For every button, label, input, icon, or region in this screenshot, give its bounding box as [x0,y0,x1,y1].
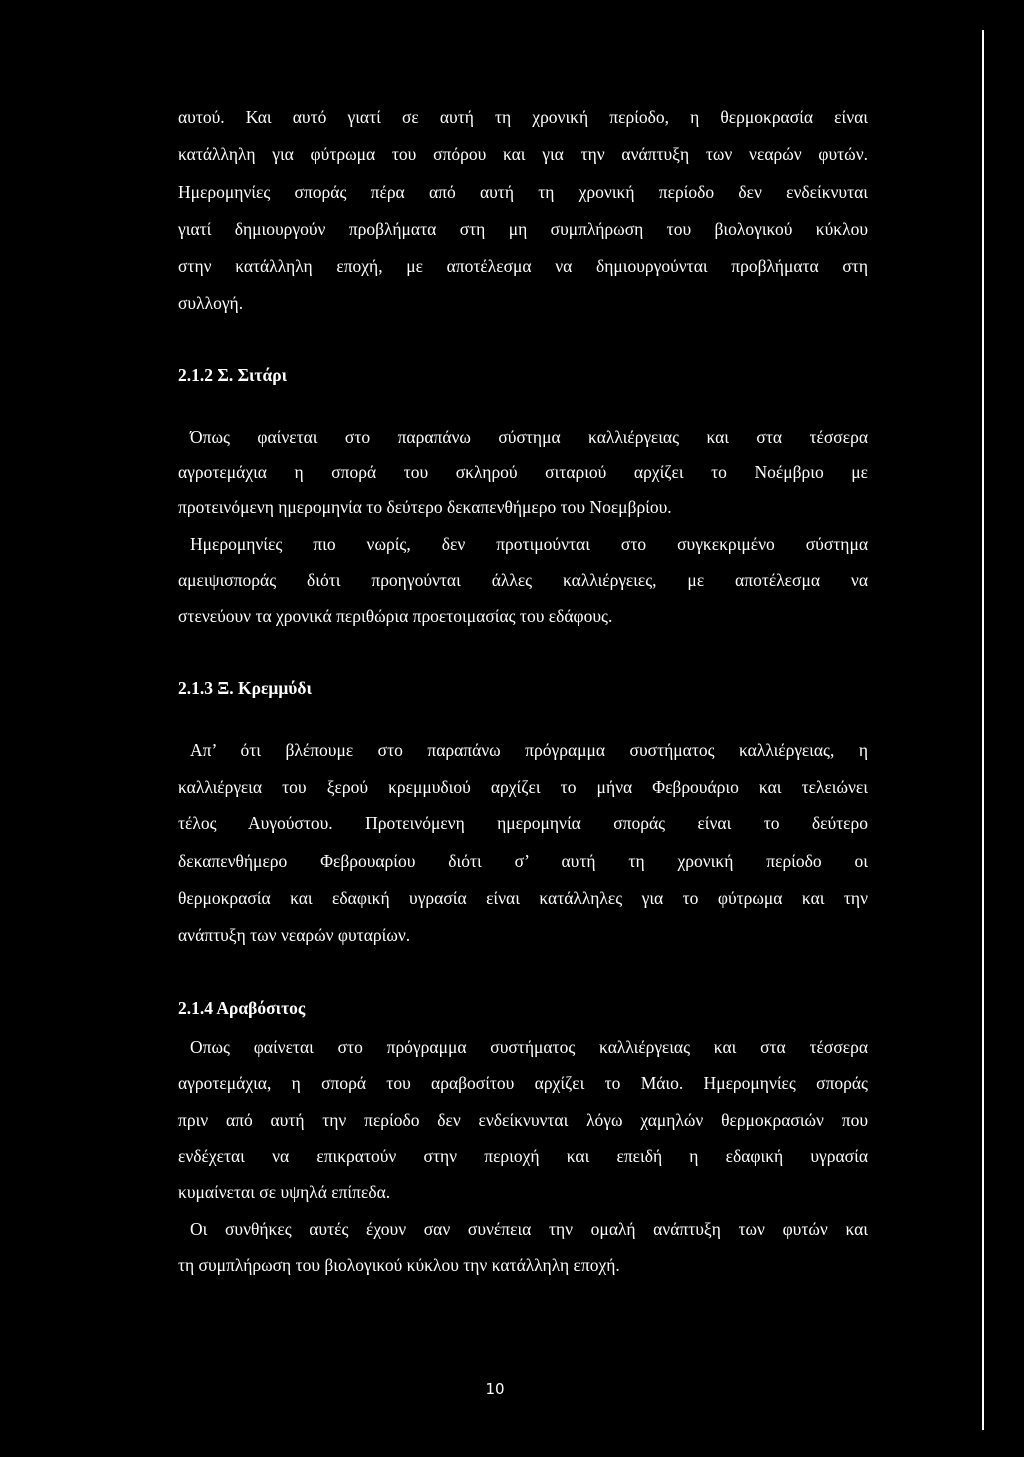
section-line: κυμαίνεται σε υψηλά επίπεδα. [178,1182,391,1202]
section-line: Οπως φαίνεται στο πρόγραμμα συστήματος καλλιέργειας και στα τέσσερα [190,1037,868,1057]
section-heading-maize: 2.1.4 Αραβόσιτος [178,998,306,1018]
section-heading-onion: 2.1.3 Ξ. Κρεμμύδι [178,678,312,698]
page-number: 10 [485,1380,505,1398]
section-line: τη συμπλήρωση του βιολογικού κύκλου την κατάλληλη εποχή. [178,1255,620,1275]
section-line: Ημερομηνίες πιο νωρίς, δεν προτιμούνται στο συγκεκριμένο σύστημα [190,534,868,554]
intro-line: γιατί δημιουργούν προβλήματα στη μη συμπλήρωση του βιολογικού κύκλου [178,219,868,239]
section-line: τέλος Αυγούστου. Προτεινόμενη ημερομηνία σποράς είναι το δεύτερο [178,813,868,833]
section-line: πριν από αυτή την περίοδο δεν ενδείκνυνται λόγω χαμηλών θερμοκρασιών που [178,1110,868,1130]
section-line: θερμοκρασία και εδαφική υγρασία είναι κατάλληλες για το φύτρωμα και την [178,888,868,908]
section-line: ενδέχεται να επικρατούν στην περιοχή και επειδή η εδαφική υγρασία [178,1146,868,1166]
intro-line: Ημερομηνίες σποράς πέρα από αυτή τη χρονική περίοδο δεν ενδείκνυται [178,182,868,202]
section-line: Οι συνθήκες αυτές έχουν σαν συνέπεια την ομαλή ανάπτυξη των φυτών και [190,1219,868,1239]
section-line: στενεύουν τα χρονικά περιθώρια προετοιμασίας του εδάφους. [178,606,613,626]
intro-line: κατάλληλη για φύτρωμα του σπόρου και για την ανάπτυξη των νεαρών φυτών. [178,144,868,164]
section-line: προτεινόμενη ημερομηνία το δεύτερο δεκαπενθήμερο του Νοεμβρίου. [178,497,672,517]
section-line: καλλιέργεια του ξερού κρεμμυδιού αρχίζει το μήνα Φεβρουάριο και τελειώνει [178,777,868,797]
section-line: αγροτεμάχια, η σπορά του αραβοσίτου αρχίζει το Μάιο. Ημερομηνίες σποράς [178,1073,868,1093]
intro-line: αυτού. Και αυτό γιατί σε αυτή τη χρονική περίοδο, η θερμοκρασία είναι [178,107,868,127]
intro-line: συλλογή. [178,293,244,313]
section-line: αμειψισποράς διότι προηγούνται άλλες καλλιέργειες, με αποτέλεσμα να [178,570,868,590]
section-line: δεκαπενθήμερο Φεβρουαρίου διότι σ’ αυτή τη χρονική περίοδο οι [178,851,868,871]
section-line: Όπως φαίνεται στο παραπάνω σύστημα καλλιέργειας και στα τέσσερα [190,427,868,447]
page-edge-divider [982,30,984,1430]
section-line: αγροτεμάχια η σπορά του σκληρού σιταριού αρχίζει το Νοέμβριο με [178,462,868,482]
intro-line: στην κατάλληλη εποχή, με αποτέλεσμα να δημιουργούνται προβλήματα στη [178,256,868,276]
section-line: ανάπτυξη των νεαρών φυταρίων. [178,925,411,945]
section-line: Απ’ ότι βλέπουμε στο παραπάνω πρόγραμμα συστήματος καλλιέργειας, η [190,740,868,760]
section-heading-wheat: 2.1.2 Σ. Σιτάρι [178,365,288,385]
